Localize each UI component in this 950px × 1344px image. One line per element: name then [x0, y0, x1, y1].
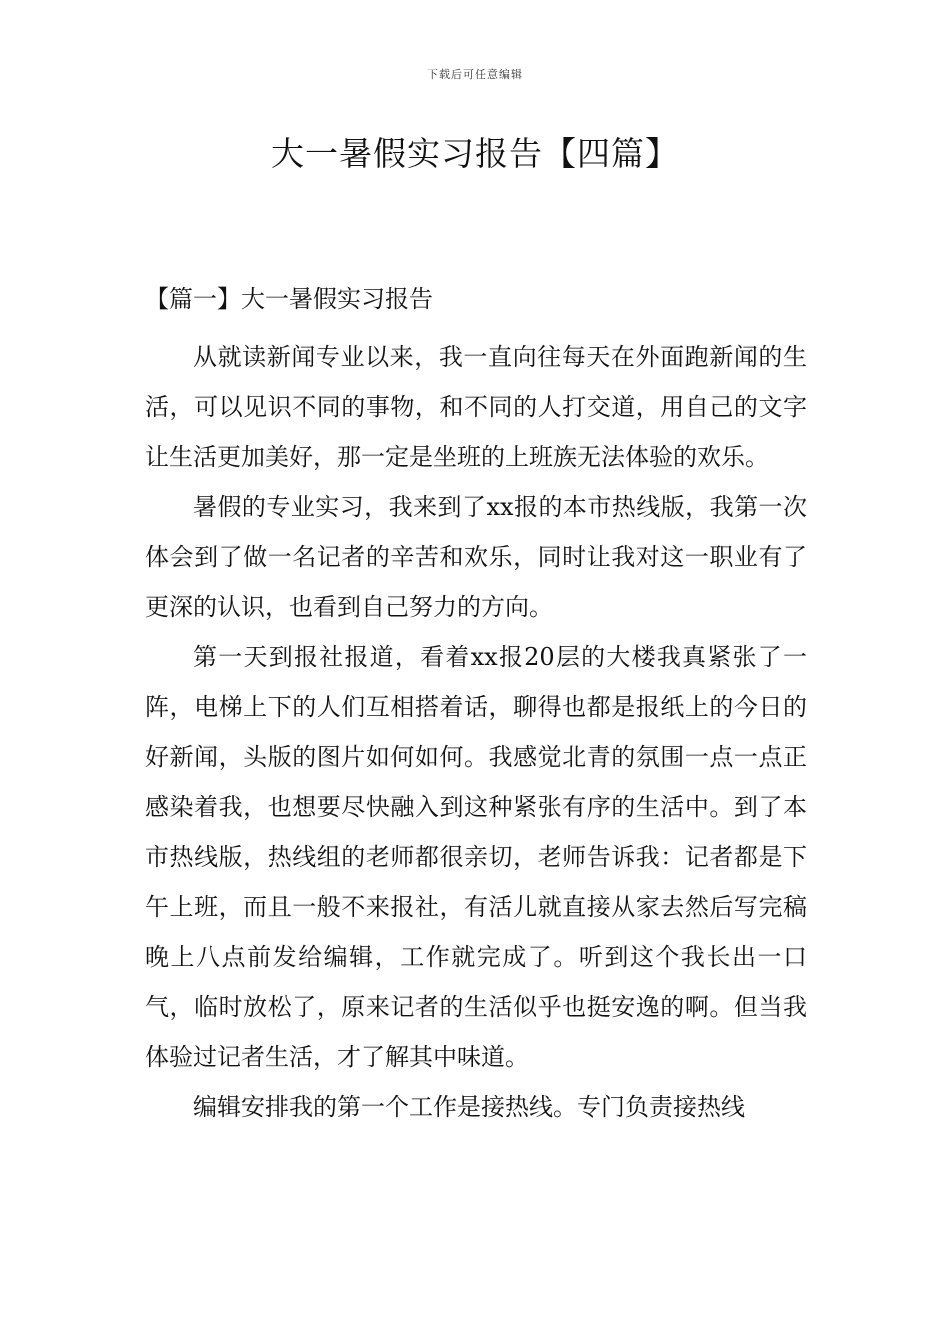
- document-body: [145, 282, 807, 1132]
- paragraph-2: 暑假的专业实习，我来到了xx报的本市热线版，我第一次体会到了做一名记者的辛苦和欢乐，同时让我对这一职业有了更深的认识，也看到自己努力的方向。: [145, 493, 807, 621]
- section-heading: 【篇一】大一暑假实习报告: [145, 285, 433, 313]
- paragraph-3: 第一天到报社报道，看着xx报20层的大楼我真紧张了一阵，电梯上下的人们互相搭着话，聊得也都是报纸上的今日的好新闻，头版的图片如何如何。我感觉北青的氛围一点一点正感染着我，也想要尽快融入到这种紧张有序的生活中。到了本市热线版，热线组的老师都很亲切，老师告诉我：记者都是下午上班，而且一般不来报社，有活儿就直接从家去然后写完稿晚上八点前发给编辑，工作就完成了。听到这个我长出一口气，临时放松了，原来记者的生活似乎也挺安逸的啊。但当我体验过记者生活，才了解其中味道。: [145, 643, 807, 1071]
- paragraph-1: 从就读新闻专业以来，我一直向往每天在外面跑新闻的生活，可以见识不同的事物，和不同的人打交道，用自己的文字让生活更加美好，那一定是坐班的上班族无法体验的欢乐。: [145, 343, 807, 471]
- header-note: 下载后可任意编辑: [427, 68, 523, 81]
- paragraph-4: 编辑安排我的第一个工作是接热线。专门负责接热线: [193, 1093, 745, 1121]
- document-title: 大一暑假实习报告【四篇】: [271, 134, 679, 173]
